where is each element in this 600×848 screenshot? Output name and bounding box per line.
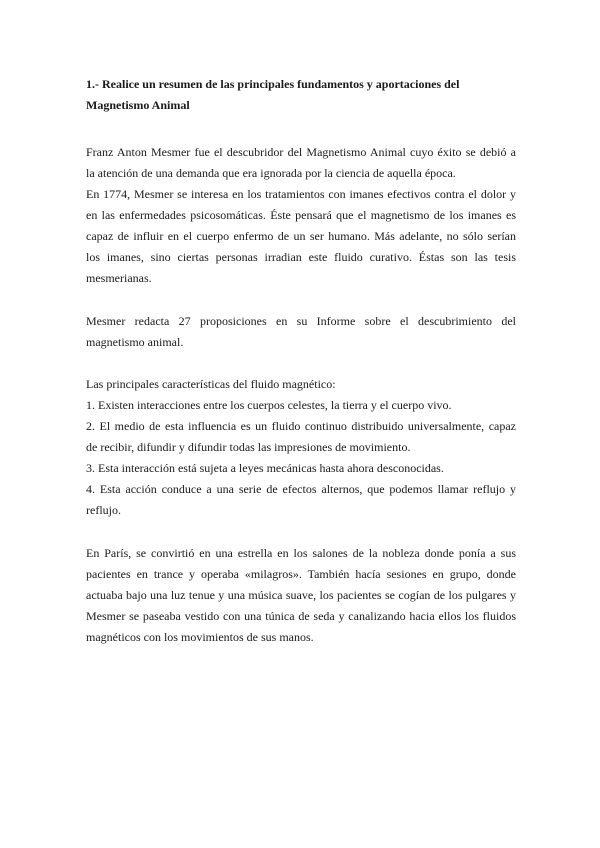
paragraph-line: en las enfermedades psicosomáticas. Éste pensará que el magnetismo de los imanes es [86, 208, 516, 222]
paragraph-paris [86, 543, 516, 648]
section-heading-line-2: Magnetismo Animal [86, 98, 190, 112]
paragraph-line: capaz de influir en el cuerpo enfermo de un ser humano. Más adelante, no sólo serían [86, 229, 516, 243]
list-item: 1. Existen interacciones entre los cuerpos celestes, la tierra y el cuerpo vivo. [86, 398, 452, 412]
list-item: 4. Esta acción conduce a una serie de efectos alternos, que podemos llamar reflujo y [86, 482, 516, 496]
paragraph-line: pacientes en trance y operaba «milagros». También hacía sesiones en grupo, donde [86, 567, 516, 581]
paragraph-line: magnetismo animal. [86, 335, 184, 349]
paragraph-line: la atención de una demanda que era ignorada por la ciencia de aquella época. [86, 166, 456, 180]
paragraph-line: Mesmer se paseaba vestido con una túnica de seda y canalizando hacia ellos los fluidos [86, 609, 516, 623]
paragraph-intro [86, 142, 516, 184]
paragraph-line: actuaba bajo una luz tenue y una música suave, los pacientes se cogían de los pulgares y [86, 588, 516, 602]
paragraph-1774 [86, 184, 516, 289]
paragraph-line: magnéticos con los movimientos de sus manos. [86, 630, 314, 644]
list-item: 2. El medio de esta influencia es un fluido continuo distribuido universalmente, capaz [86, 419, 516, 433]
paragraph-line: los imanes, sino ciertas personas irradian este fluido curativo. Éstas son las tesis [86, 250, 516, 264]
paragraph-line: Mesmer redacta 27 proposiciones en su Informe sobre el descubrimiento del [86, 314, 516, 328]
paragraph-line: En 1774, Mesmer se interesa en los tratamientos con imanes efectivos contra el dolor y [86, 187, 516, 201]
paragraph-proposiciones [86, 311, 516, 353]
list-item-continuation: de recibir, difundir y difundir todas las impresiones de movimiento. [86, 440, 411, 454]
list-intro: Las principales características del fluido magnético: [86, 377, 336, 391]
section-heading-line-1: 1.- Realice un resumen de las principales fundamentos y aportaciones del [86, 77, 460, 91]
paragraph-line: mesmerianas. [86, 271, 152, 285]
paragraph-caracteristicas [86, 374, 516, 521]
paragraph-line: En París, se convirtió en una estrella en los salones de la nobleza donde ponía a sus [86, 546, 516, 560]
list-item-continuation: reflujo. [86, 503, 121, 517]
paragraph-line: Franz Anton Mesmer fue el descubridor del Magnetismo Animal cuyo éxito se debió a [86, 145, 516, 159]
list-item: 3. Esta interacción está sujeta a leyes mecánicas hasta ahora desconocidas. [86, 461, 444, 475]
